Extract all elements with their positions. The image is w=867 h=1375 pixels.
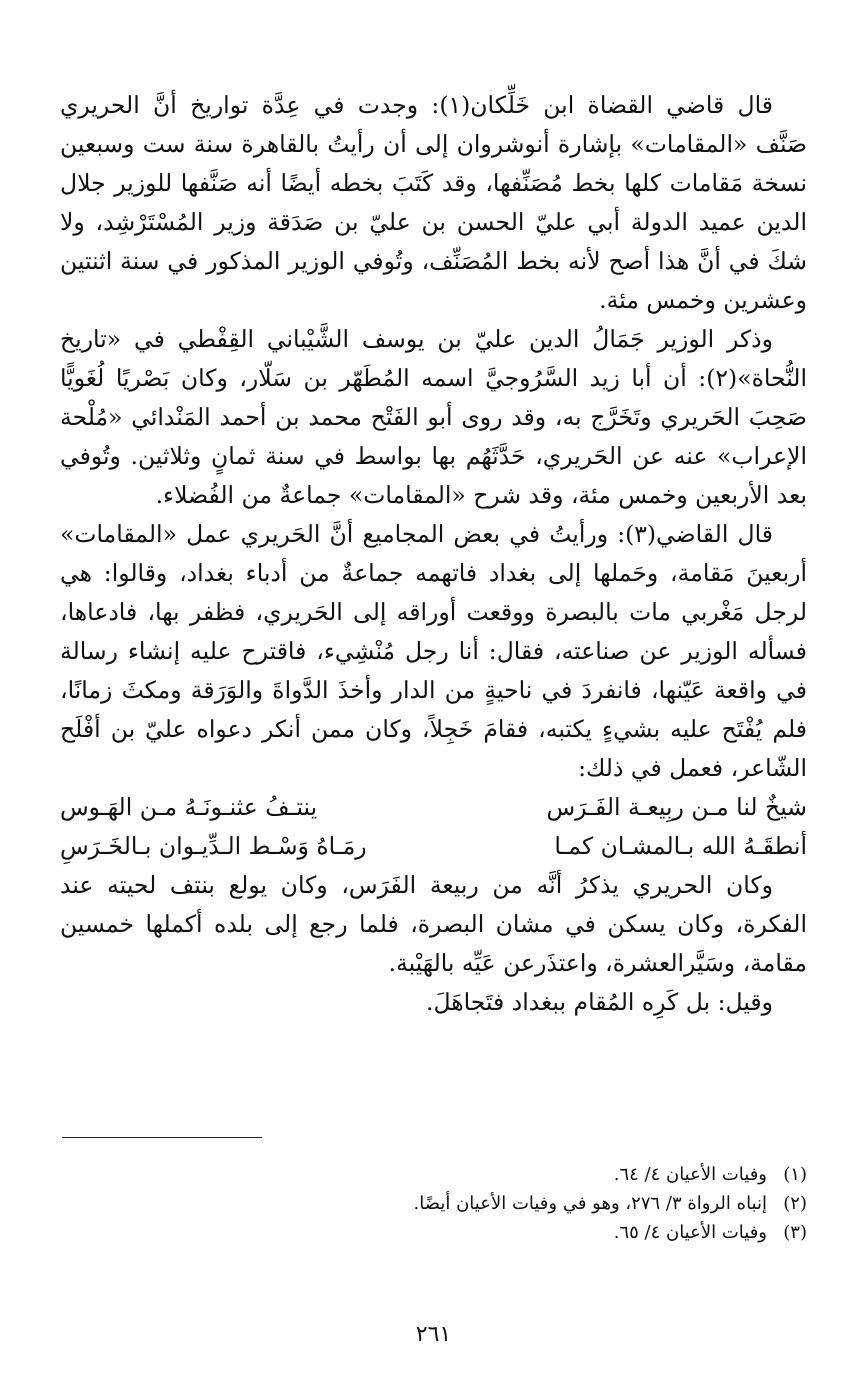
- footnote-number: (٣): [783, 1222, 807, 1243]
- paragraph-2: وذكر الوزير جَمَالُ الدين عليّ بن يوسف الشَّيْباني القِفْطي في «تاريخ النُّحاة»(٢): أن أبا زيد السَّرُوجيَّ اسمه المُطَهّر بن سَلّار، وكان بَصْريًا لُغَويًّا صَحِبَ الحَريري وتَخَرَّج به، وقد روى أبو الفَتْح محمد بن أحمد المَنْدائي «مُلْحة الإعراب» عنه عن الحَريري، حَدَّثَهُم بها بواسط في سنة ثمانٍ وثلاثين. وتُوفي بعد الأربعين وخمس مئة، وقد شرح «المقامات» جماعةٌ من الفُضلاء.: [60, 325, 807, 509]
- verse-hemistich-second: ينتـفُ عثنـونَـهُ مـن الهَـوس: [60, 793, 318, 821]
- page-number: ٢٦١: [415, 1322, 452, 1347]
- paragraph-4: وكان الحريري يذكرُ أنَّه من ربيعة الفَرَس، وكان يولع بنتف لحيته عند الفكرة، وكان يسكن في مشان البصرة، فلما رجع إلى بلده أكملها خمسين مقامة، وسَيَّرالعشرة، واعتذَرعن عَيِّه بالهَيْبة.: [60, 871, 807, 977]
- footnote: [60, 1160, 807, 1189]
- verse-line: [60, 827, 807, 866]
- paragraph-1: قال قاضي القضاة ابن خَلِّكان(١): وجدت في عِدَّة تواريخ أنَّ الحريري صَنَّف «المقامات» بإشارة أنوشروان إلى أن رأيتُ بالقاهرة سنة ست وسبعين نسخة مَقامات كلها بخط مُصَنِّفها، وقد كَتَبَ بخطه أيضًا أنه صَنَّفها للوزير جلال الدين عميد الدولة أبي عليّ الحسن بن عليّ بن صَدَقة وزير المُسْتَرْشِد، ولا شكَ في أنَّ هذا أصح لأنه بخط المُصَنِّف، وتُوفي الوزير المذكور في سنة اثنتين وعشرين وخمس مئة.: [60, 91, 807, 314]
- poem: [60, 788, 807, 866]
- footnote-number: (٢): [783, 1193, 807, 1214]
- footnote-divider: [62, 1137, 262, 1138]
- footnote-text: وفيات الأعيان ٤/ ٦٥.: [613, 1222, 767, 1243]
- footnote: [60, 1218, 807, 1247]
- paragraph-5: وقيل: بل كَرِه المُقام ببغداد فتَجاهَلَ.: [425, 988, 773, 1016]
- verse-hemistich-second: رمَـاهُ وَسْـط الـدِّيـوان بـالخَـرَسِ: [60, 832, 367, 860]
- footnote-number: (١): [783, 1164, 807, 1185]
- footnotes: [60, 1160, 807, 1247]
- main-text: [60, 86, 807, 1022]
- verse-line: [60, 788, 807, 827]
- footnote: [60, 1189, 807, 1218]
- paragraph-3: قال القاضي(٣): ورأيتُ في بعض المجاميع أنَّ الحَريري عمل «المقامات» أربعينَ مَقامة، وحَملها إلى بغداد فاتهمه جماعةٌ من أدباء بغداد، وقالوا: هي لرجل مَغْربي مات بالبصرة ووقعت أوراقه إلى الحَريري، فظفر بها، فادعاها، فسأله الوزير عن صناعته، فقال: أنا رجل مُنْشِيء، فاقترح عليه إنشاء رسالة في واقعة عَيّنها، فانفردَ في ناحيةٍ من الدار وأخذَ الدَّواةَ والوَرَقة ومكثَ زمانًا، فلم يُفْتَح عليه بشيءٍ يكتبه، فقامَ خَجِلاً، وكان ممن أنكر دعواه عليّ بن أفْلَح الشّاعر، فعمل في ذلك:: [60, 520, 807, 782]
- verse-hemistich-first: شيخٌ لنا مـن ربِيعـة الفَـرَس: [546, 793, 807, 821]
- verse-hemistich-first: أنطقَـهُ الله بـالمشـان كمـا: [554, 832, 807, 860]
- footnote-text: إنباه الرواة ٣/ ٢٧٦، وهو في وفيات الأعيان أيضًا.: [413, 1193, 767, 1214]
- footnote-text: وفيات الأعيان ٤/ ٦٤.: [613, 1164, 767, 1185]
